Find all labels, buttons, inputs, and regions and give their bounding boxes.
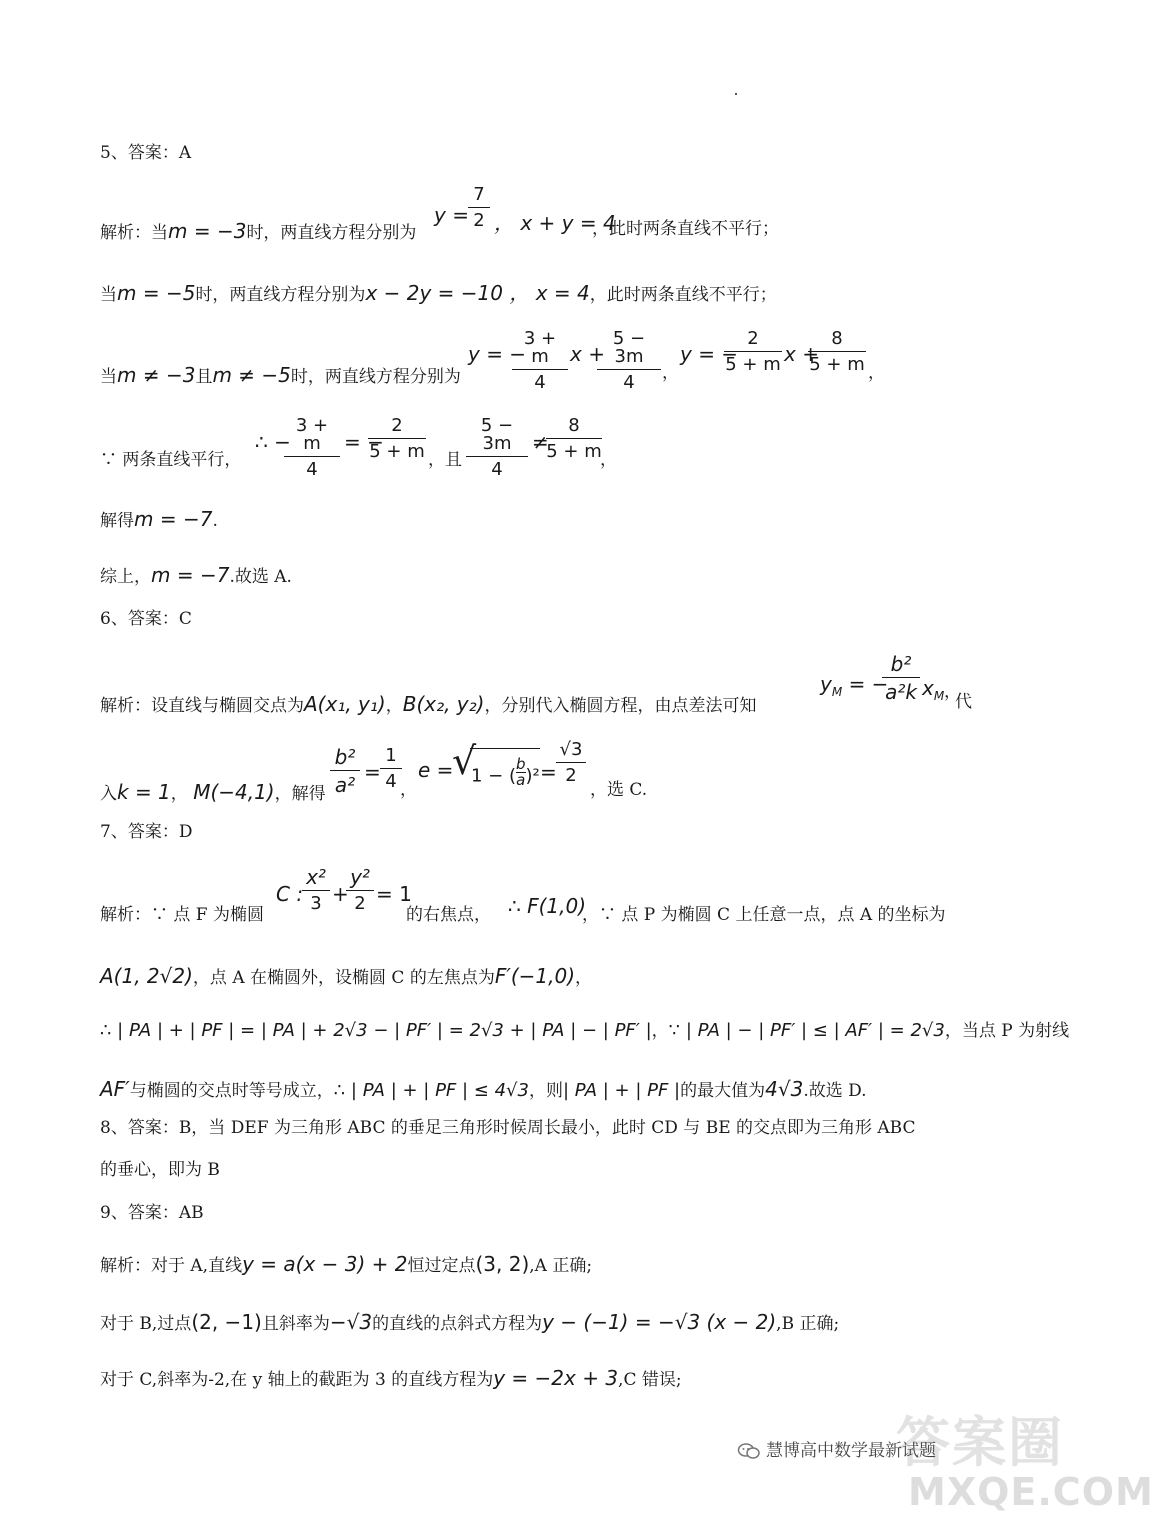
math-inline: y = a(x − 3) + 2 — [242, 1252, 408, 1276]
math-inline: y − (−1) = −√3 (x − 2) — [542, 1310, 777, 1334]
math-inline: B(x₂, y₂) — [402, 692, 485, 716]
fraction: $\frac{√3}{2}$ — [556, 741, 586, 785]
math-inline: y = − — [468, 342, 527, 366]
math-inline: A(1, 2√2) — [100, 964, 193, 988]
math-inline: m = −5 — [117, 281, 196, 305]
math-inline: = — [540, 760, 557, 784]
math-inline: −√3 — [329, 1310, 373, 1334]
fraction: $\frac{2}{5 + m}$ — [725, 328, 781, 375]
math-inline: = — [364, 760, 381, 784]
math-inline: ≠ — [532, 430, 549, 454]
q6-line2: 入k = 1， M(−4,1)，解得 — [100, 780, 326, 804]
radicand: 1 − ( $\frac{b}{a}$ )² — [470, 748, 540, 797]
watermark-logo: 答案圈 — [896, 1411, 1064, 1474]
q7-line3: ∴ | PA | + | PF | = | PA | + 2√3 − | PF′ | = 2√3 + | PA | − | PF′ |，∵ | PA | − | PF′ | ≤ | AF′ | = 2√3，当点 P 为射线 — [100, 1020, 1070, 1041]
q5-line2: 当m = −5时，两直线方程分别为x − 2y = −10 ， x = 4，此时两条直线不平行； — [100, 281, 777, 305]
fraction: $\frac{3 + m}{4}$ — [512, 330, 568, 392]
math-inline: = 1 — [376, 882, 412, 906]
math-inline: ∴ − — [255, 430, 291, 454]
q7-line2: A(1, 2√2)，点 A 在椭圆外，设椭圆 C 的左焦点为F′(−1,0)， — [100, 964, 593, 988]
q9-answer: 9、答案：AB — [100, 1203, 204, 1223]
math-inline: ∴ | PA | + | PF | ≤ 4√3 — [333, 1080, 529, 1101]
math-inline: x + — [570, 342, 605, 366]
fraction: $\frac{5 - 3m}{4}$ — [466, 417, 528, 479]
math-inline: (2, −1) — [191, 1310, 262, 1334]
fraction: $\frac{\text{b²}}{\text{a²}}$ — [330, 747, 360, 795]
math-inline: $y_M$ = − — [820, 672, 889, 699]
q7-line1-prefix: 解析：∵ 点 F 为椭圆 — [100, 905, 265, 925]
fraction: $\frac{8}{5 + m}$ — [546, 415, 602, 462]
math-inline: ∵ | PA | − | PF′ | ≤ | AF′ | = 2√3 — [668, 1020, 945, 1041]
math-inline: m = −7 — [151, 563, 230, 587]
math-inline: $x_M$ — [922, 676, 945, 703]
q9-line2: 对于 B,过点(2, −1)且斜率为−√3的直线的点斜式方程为y − (−1) = −√3 (x − 2),B 正确; — [100, 1310, 840, 1334]
math-inline: | PA | + | PF | — [562, 1080, 681, 1101]
fraction: $\frac{1}{4}$ — [380, 747, 402, 791]
fraction: $\frac{7}{2}$ — [468, 186, 490, 230]
math-inline: m = −7 — [134, 507, 213, 531]
q5-line5: 解得m = −7. — [100, 507, 218, 531]
speck — [735, 93, 737, 95]
q5-answer: 5、答案：A — [100, 143, 192, 163]
math-inline: A(x₁, y₁) — [304, 692, 386, 716]
math-inline: C : — [276, 882, 304, 906]
math-inline: x + — [784, 342, 819, 366]
math-inline: y = — [434, 203, 469, 227]
fraction: $\frac{\text{y²}}{2}$ — [346, 867, 374, 913]
math-inline: ∴ | PA | + | PF | = | PA | + 2√3 − | PF′ | = 2√3 + | PA | − | PF′ | — [100, 1020, 652, 1041]
q9-line1: 解析：对于 A,直线y = a(x − 3) + 2恒过定点(3, 2),A 正确; — [100, 1252, 593, 1276]
fraction: $\frac{\text{x²}}{3}$ — [302, 867, 330, 913]
math-inline: m = −3 — [168, 219, 247, 243]
math-inline: ， x + y = 4 — [494, 211, 616, 235]
math-inline: x − 2y = −10 ， x = 4 — [365, 281, 590, 305]
math-inline: m ≠ −3 — [117, 363, 196, 387]
q6-line1: 解析：设直线与椭圆交点为A(x₁, y₁)，B(x₂, y₂)，分别代入椭圆方程，由点差法可知 — [100, 692, 757, 716]
math-inline: m ≠ −5 — [212, 363, 291, 387]
q5-line1: 解析：当m = −3时，两直线方程分别为 — [100, 219, 417, 243]
math-inline: ∴ F(1,0) — [508, 894, 586, 918]
math-inline: M(−4,1) — [193, 780, 275, 804]
q7-answer: 7、答案：D — [100, 822, 193, 842]
math-inline: e = — [418, 758, 454, 782]
q6-answer: 6、答案：C — [100, 609, 192, 629]
math-inline: y = − — [680, 342, 739, 366]
math-inline: 4√3 — [765, 1077, 804, 1101]
q9-line3: 对于 C,斜率为-2,在 y 轴上的截距为 3 的直线方程为y = −2x + 3,C 错误; — [100, 1366, 682, 1390]
math-inline: = − — [344, 430, 384, 454]
math-inline: F′(−1,0) — [494, 964, 576, 988]
fraction: $\frac{8}{5 + m}$ — [809, 328, 865, 375]
fraction: $\frac{5 - 3m}{4}$ — [597, 330, 661, 392]
wechat-source: 慧博高中数学最新试题 — [738, 1436, 936, 1461]
q5-line4: ∵ 两条直线平行， — [100, 450, 242, 470]
fraction: $\frac{3 + m}{4}$ — [284, 417, 340, 479]
fraction: $\frac{\text{b²}}{\text{a²k}}$ — [882, 654, 920, 702]
radical-sign: √ — [452, 739, 477, 783]
q7-line4: AF′与椭圆的交点时等号成立，∴ | PA | + | PF | ≤ 4√3，则| PA | + | PF |的最大值为4√3.故选 D. — [100, 1077, 867, 1101]
math-inline: (3, 2) — [475, 1252, 530, 1276]
math-inline: k = 1 — [117, 780, 171, 804]
fraction: $\frac{2}{5 + m}$ — [369, 415, 425, 462]
wechat-icon — [738, 1443, 760, 1459]
watermark-site: MXQE.COM — [908, 1470, 1154, 1514]
q5-line6: 综上，m = −7.故选 A. — [100, 563, 292, 587]
math-inline: + — [332, 882, 349, 906]
q8-line1: 8、答案：B，当 DEF 为三角形 ABC 的垂足三角形时候周长最小，此时 CD 与 BE 的交点即为三角形 ABC — [100, 1118, 916, 1138]
q8-line2: 的垂心，即为 B — [100, 1160, 220, 1180]
math-inline: y = −2x + 3 — [493, 1366, 619, 1390]
q5-line3: 当m ≠ −3且m ≠ −5时，两直线方程分别为 — [100, 363, 461, 387]
math-inline: AF′ — [100, 1077, 130, 1101]
